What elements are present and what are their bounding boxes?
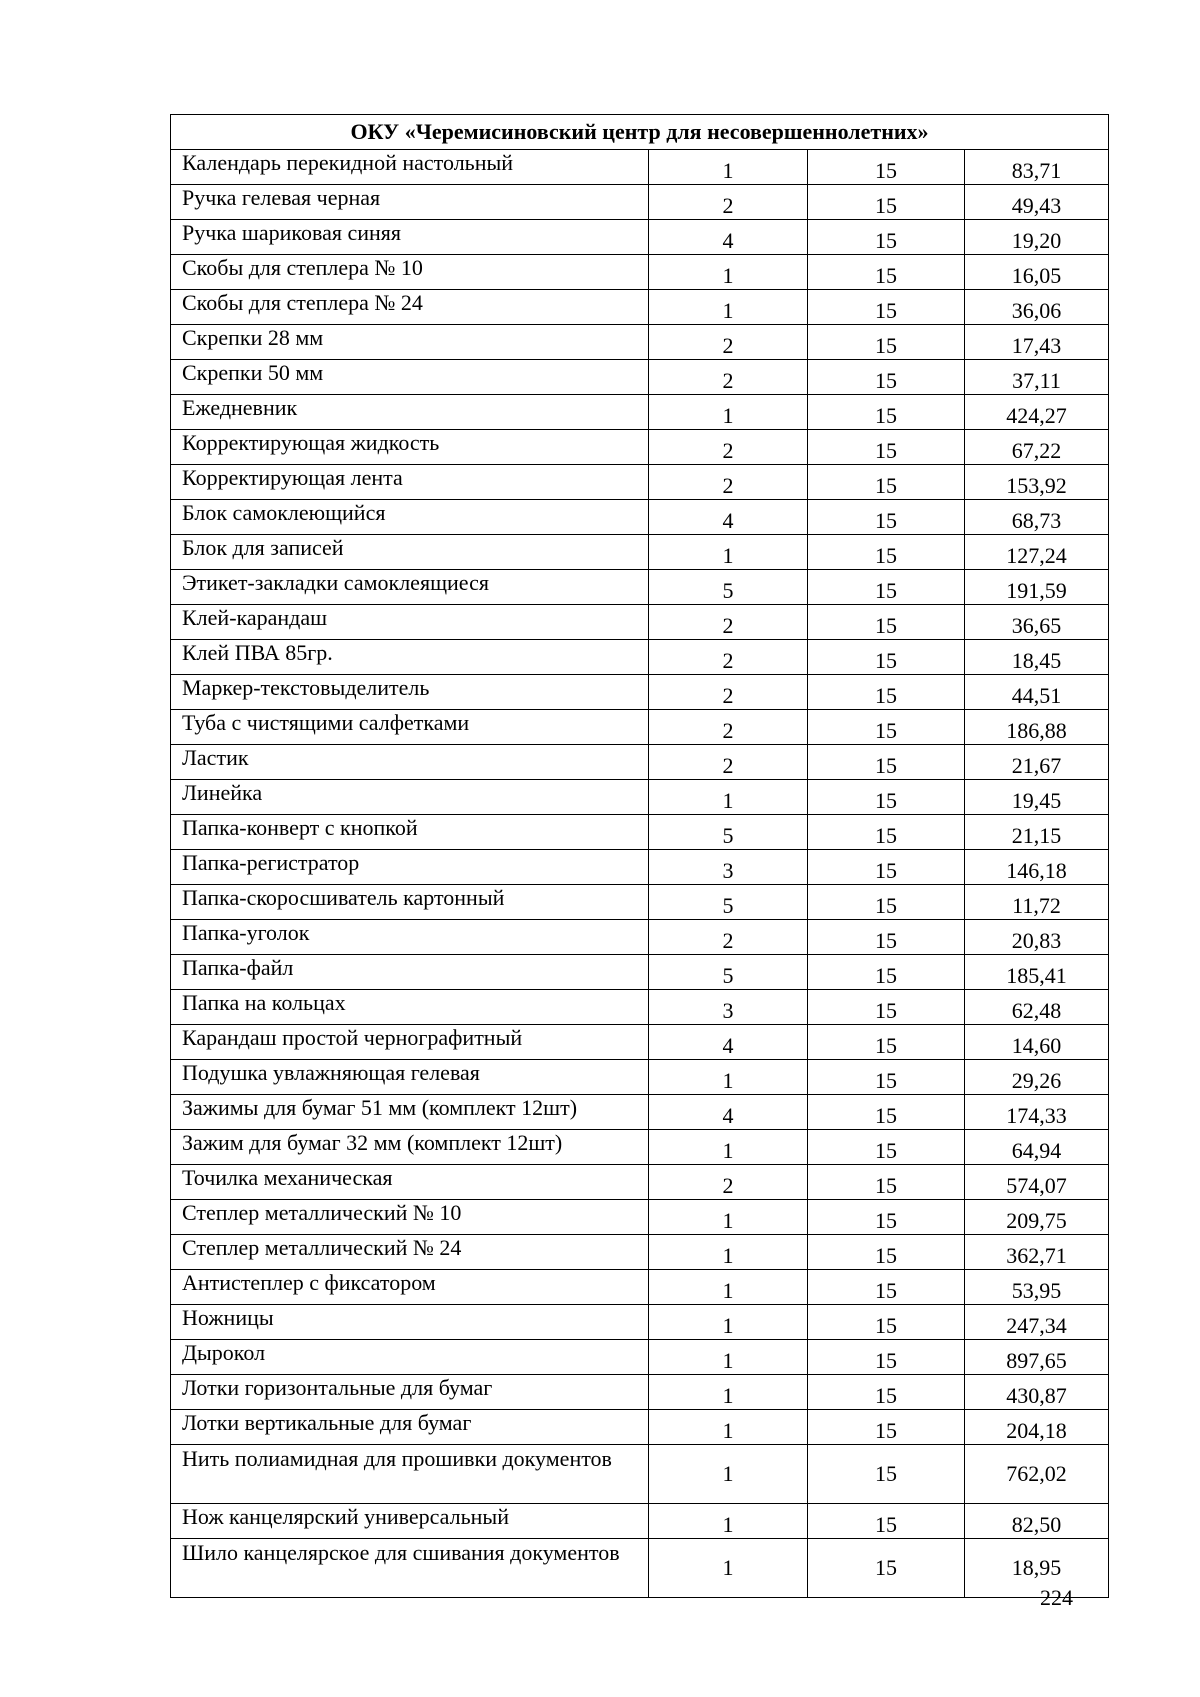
price-cell: 64,94 xyxy=(965,1130,1109,1165)
table-row xyxy=(171,150,1109,185)
quantity-cell: 1 xyxy=(649,1375,808,1410)
item-name-cell: Корректирующая жидкость xyxy=(171,430,649,465)
item-name-cell: Скобы для степлера № 24 xyxy=(171,290,649,325)
supplies-table xyxy=(170,114,1109,1598)
table-body xyxy=(171,150,1109,1598)
term-cell: 15 xyxy=(808,570,965,605)
quantity-cell: 2 xyxy=(649,185,808,220)
price-cell: 44,51 xyxy=(965,675,1109,710)
term-cell: 15 xyxy=(808,1504,965,1539)
term-cell: 15 xyxy=(808,955,965,990)
price-cell: 186,88 xyxy=(965,710,1109,745)
quantity-cell: 2 xyxy=(649,1165,808,1200)
table-row xyxy=(171,1130,1109,1165)
item-name-cell: Маркер-текстовыделитель xyxy=(171,675,649,710)
table-row xyxy=(171,745,1109,780)
table-row xyxy=(171,255,1109,290)
item-name-cell: Нож канцелярский универсальный xyxy=(171,1504,649,1539)
quantity-cell: 1 xyxy=(649,1270,808,1305)
term-cell: 15 xyxy=(808,920,965,955)
quantity-cell: 2 xyxy=(649,920,808,955)
table-row xyxy=(171,885,1109,920)
table-row xyxy=(171,185,1109,220)
table-row xyxy=(171,1270,1109,1305)
price-cell: 430,87 xyxy=(965,1375,1109,1410)
quantity-cell: 4 xyxy=(649,220,808,255)
table-title-row xyxy=(171,115,1109,150)
price-cell: 204,18 xyxy=(965,1410,1109,1445)
price-cell: 49,43 xyxy=(965,185,1109,220)
price-cell: 362,71 xyxy=(965,1235,1109,1270)
quantity-cell: 1 xyxy=(649,290,808,325)
quantity-cell: 4 xyxy=(649,1095,808,1130)
term-cell: 15 xyxy=(808,1539,965,1598)
table-row xyxy=(171,640,1109,675)
term-cell: 15 xyxy=(808,290,965,325)
term-cell: 15 xyxy=(808,325,965,360)
price-cell: 762,02 xyxy=(965,1445,1109,1504)
quantity-cell: 5 xyxy=(649,955,808,990)
term-cell: 15 xyxy=(808,255,965,290)
price-cell: 19,45 xyxy=(965,780,1109,815)
term-cell: 15 xyxy=(808,430,965,465)
table-row xyxy=(171,990,1109,1025)
term-cell: 15 xyxy=(808,885,965,920)
item-name-cell: Лотки горизонтальные для бумаг xyxy=(171,1375,649,1410)
price-cell: 18,95 xyxy=(965,1539,1109,1598)
table-row xyxy=(171,570,1109,605)
table-row xyxy=(171,1025,1109,1060)
quantity-cell: 4 xyxy=(649,500,808,535)
quantity-cell: 2 xyxy=(649,430,808,465)
item-name-cell: Ножницы xyxy=(171,1305,649,1340)
item-name-cell: Дырокол xyxy=(171,1340,649,1375)
price-cell: 36,06 xyxy=(965,290,1109,325)
table-row xyxy=(171,1410,1109,1445)
quantity-cell: 1 xyxy=(649,1060,808,1095)
quantity-cell: 1 xyxy=(649,1539,808,1598)
price-cell: 18,45 xyxy=(965,640,1109,675)
table-title: ОКУ «Черемисиновский центр для несовершеннолетних» xyxy=(171,115,1109,150)
term-cell: 15 xyxy=(808,465,965,500)
table-row xyxy=(171,780,1109,815)
price-cell: 21,15 xyxy=(965,815,1109,850)
table-row xyxy=(171,850,1109,885)
quantity-cell: 2 xyxy=(649,325,808,360)
quantity-cell: 2 xyxy=(649,710,808,745)
quantity-cell: 2 xyxy=(649,675,808,710)
item-name-cell: Скрепки 50 мм xyxy=(171,360,649,395)
term-cell: 15 xyxy=(808,675,965,710)
item-name-cell: Скобы для степлера № 10 xyxy=(171,255,649,290)
price-cell: 82,50 xyxy=(965,1504,1109,1539)
quantity-cell: 1 xyxy=(649,1235,808,1270)
table-row xyxy=(171,500,1109,535)
quantity-cell: 3 xyxy=(649,990,808,1025)
price-cell: 574,07 xyxy=(965,1165,1109,1200)
price-cell: 153,92 xyxy=(965,465,1109,500)
quantity-cell: 1 xyxy=(649,1305,808,1340)
table-row xyxy=(171,675,1109,710)
quantity-cell: 5 xyxy=(649,815,808,850)
term-cell: 15 xyxy=(808,710,965,745)
item-name-cell: Этикет-закладки самоклеящиеся xyxy=(171,570,649,605)
term-cell: 15 xyxy=(808,185,965,220)
item-name-cell: Ластик xyxy=(171,745,649,780)
item-name-cell: Папка на кольцах xyxy=(171,990,649,1025)
table-row xyxy=(171,1235,1109,1270)
price-cell: 37,11 xyxy=(965,360,1109,395)
price-cell: 17,43 xyxy=(965,325,1109,360)
item-name-cell: Папка-скоросшиватель картонный xyxy=(171,885,649,920)
term-cell: 15 xyxy=(808,1375,965,1410)
table-row xyxy=(171,1200,1109,1235)
price-cell: 68,73 xyxy=(965,500,1109,535)
price-cell: 14,60 xyxy=(965,1025,1109,1060)
term-cell: 15 xyxy=(808,1235,965,1270)
item-name-cell: Календарь перекидной настольный xyxy=(171,150,649,185)
price-cell: 424,27 xyxy=(965,395,1109,430)
term-cell: 15 xyxy=(808,1025,965,1060)
term-cell: 15 xyxy=(808,500,965,535)
item-name-cell: Ручка шариковая синяя xyxy=(171,220,649,255)
table-row xyxy=(171,360,1109,395)
table-row xyxy=(171,955,1109,990)
term-cell: 15 xyxy=(808,1270,965,1305)
table-row xyxy=(171,710,1109,745)
item-name-cell: Корректирующая лента xyxy=(171,465,649,500)
price-cell: 127,24 xyxy=(965,535,1109,570)
quantity-cell: 1 xyxy=(649,1130,808,1165)
term-cell: 15 xyxy=(808,780,965,815)
table-row xyxy=(171,1305,1109,1340)
term-cell: 15 xyxy=(808,150,965,185)
item-name-cell: Туба с чистящими салфетками xyxy=(171,710,649,745)
price-cell: 209,75 xyxy=(965,1200,1109,1235)
price-cell: 185,41 xyxy=(965,955,1109,990)
table-row xyxy=(171,1445,1109,1504)
item-name-cell: Степлер металлический № 10 xyxy=(171,1200,649,1235)
quantity-cell: 1 xyxy=(649,535,808,570)
price-cell: 83,71 xyxy=(965,150,1109,185)
quantity-cell: 2 xyxy=(649,360,808,395)
price-cell: 191,59 xyxy=(965,570,1109,605)
item-name-cell: Зажим для бумаг 32 мм (комплект 12шт) xyxy=(171,1130,649,1165)
quantity-cell: 2 xyxy=(649,465,808,500)
price-cell: 20,83 xyxy=(965,920,1109,955)
term-cell: 15 xyxy=(808,1410,965,1445)
table-row xyxy=(171,395,1109,430)
term-cell: 15 xyxy=(808,1165,965,1200)
price-cell: 67,22 xyxy=(965,430,1109,465)
term-cell: 15 xyxy=(808,1095,965,1130)
quantity-cell: 1 xyxy=(649,1200,808,1235)
table-row xyxy=(171,815,1109,850)
quantity-cell: 1 xyxy=(649,780,808,815)
item-name-cell: Папка-уголок xyxy=(171,920,649,955)
quantity-cell: 3 xyxy=(649,850,808,885)
price-cell: 146,18 xyxy=(965,850,1109,885)
table-row xyxy=(171,1095,1109,1130)
table-row xyxy=(171,325,1109,360)
item-name-cell: Подушка увлажняющая гелевая xyxy=(171,1060,649,1095)
price-cell: 62,48 xyxy=(965,990,1109,1025)
item-name-cell: Скрепки 28 мм xyxy=(171,325,649,360)
table-row xyxy=(171,1504,1109,1539)
table-row xyxy=(171,430,1109,465)
price-cell: 897,65 xyxy=(965,1340,1109,1375)
term-cell: 15 xyxy=(808,1305,965,1340)
item-name-cell: Нить полиамидная для прошивки документов xyxy=(171,1445,649,1504)
item-name-cell: Ручка гелевая черная xyxy=(171,185,649,220)
table-row xyxy=(171,605,1109,640)
item-name-cell: Шило канцелярское для сшивания документов xyxy=(171,1539,649,1598)
quantity-cell: 4 xyxy=(649,1025,808,1060)
term-cell: 15 xyxy=(808,605,965,640)
term-cell: 15 xyxy=(808,1445,965,1504)
item-name-cell: Папка-регистратор xyxy=(171,850,649,885)
term-cell: 15 xyxy=(808,535,965,570)
quantity-cell: 1 xyxy=(649,1340,808,1375)
table-row xyxy=(171,290,1109,325)
item-name-cell: Точилка механическая xyxy=(171,1165,649,1200)
item-name-cell: Лотки вертикальные для бумаг xyxy=(171,1410,649,1445)
price-cell: 16,05 xyxy=(965,255,1109,290)
term-cell: 15 xyxy=(808,640,965,675)
quantity-cell: 1 xyxy=(649,1410,808,1445)
price-cell: 29,26 xyxy=(965,1060,1109,1095)
item-name-cell: Степлер металлический № 24 xyxy=(171,1235,649,1270)
term-cell: 15 xyxy=(808,1340,965,1375)
price-cell: 11,72 xyxy=(965,885,1109,920)
quantity-cell: 1 xyxy=(649,1504,808,1539)
price-cell: 247,34 xyxy=(965,1305,1109,1340)
term-cell: 15 xyxy=(808,395,965,430)
item-name-cell: Ежедневник xyxy=(171,395,649,430)
term-cell: 15 xyxy=(808,360,965,395)
item-name-cell: Линейка xyxy=(171,780,649,815)
price-cell: 174,33 xyxy=(965,1095,1109,1130)
page-number: 224 xyxy=(1040,1585,1073,1610)
table-row xyxy=(171,1539,1109,1598)
table-row xyxy=(171,920,1109,955)
price-cell: 36,65 xyxy=(965,605,1109,640)
table-row xyxy=(171,1060,1109,1095)
table-row xyxy=(171,1375,1109,1410)
item-name-cell: Клей-карандаш xyxy=(171,605,649,640)
table-row xyxy=(171,220,1109,255)
term-cell: 15 xyxy=(808,220,965,255)
quantity-cell: 1 xyxy=(649,150,808,185)
item-name-cell: Зажимы для бумаг 51 мм (комплект 12шт) xyxy=(171,1095,649,1130)
term-cell: 15 xyxy=(808,745,965,780)
quantity-cell: 1 xyxy=(649,1445,808,1504)
quantity-cell: 5 xyxy=(649,885,808,920)
term-cell: 15 xyxy=(808,1060,965,1095)
price-cell: 19,20 xyxy=(965,220,1109,255)
price-cell: 53,95 xyxy=(965,1270,1109,1305)
item-name-cell: Папка-конверт с кнопкой xyxy=(171,815,649,850)
table-row xyxy=(171,1165,1109,1200)
item-name-cell: Карандаш простой чернографитный xyxy=(171,1025,649,1060)
item-name-cell: Папка-файл xyxy=(171,955,649,990)
quantity-cell: 2 xyxy=(649,640,808,675)
term-cell: 15 xyxy=(808,815,965,850)
quantity-cell: 1 xyxy=(649,255,808,290)
quantity-cell: 2 xyxy=(649,605,808,640)
term-cell: 15 xyxy=(808,850,965,885)
item-name-cell: Блок для записей xyxy=(171,535,649,570)
table-row xyxy=(171,465,1109,500)
item-name-cell: Блок самоклеющийся xyxy=(171,500,649,535)
quantity-cell: 2 xyxy=(649,745,808,780)
table-row xyxy=(171,535,1109,570)
term-cell: 15 xyxy=(808,990,965,1025)
table-row xyxy=(171,1340,1109,1375)
term-cell: 15 xyxy=(808,1200,965,1235)
quantity-cell: 5 xyxy=(649,570,808,605)
item-name-cell: Клей ПВА 85гр. xyxy=(171,640,649,675)
item-name-cell: Антистеплер с фиксатором xyxy=(171,1270,649,1305)
quantity-cell: 1 xyxy=(649,395,808,430)
term-cell: 15 xyxy=(808,1130,965,1165)
price-cell: 21,67 xyxy=(965,745,1109,780)
